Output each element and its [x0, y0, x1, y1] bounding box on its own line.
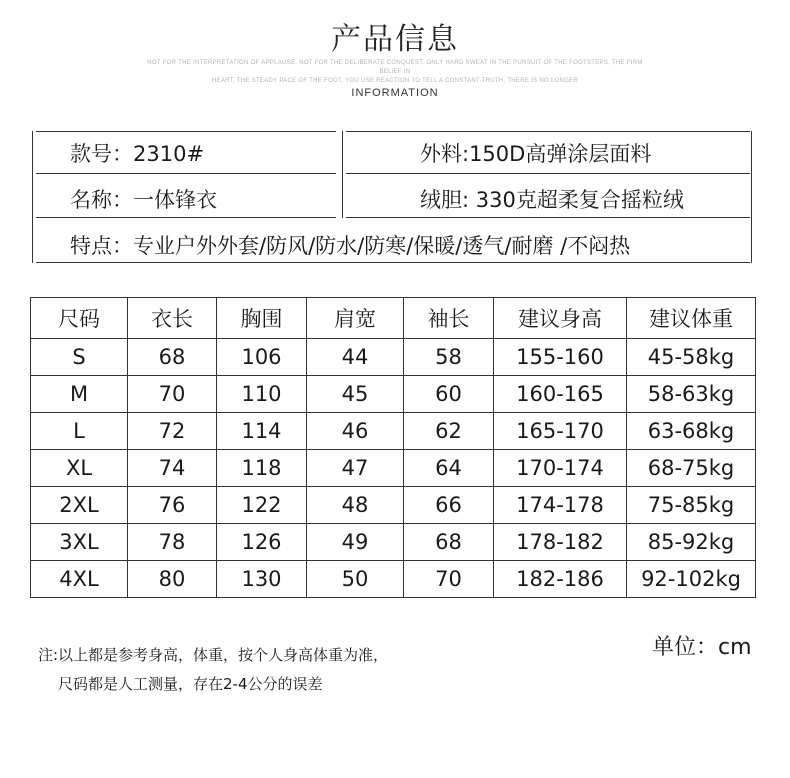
info-line-right	[751, 131, 752, 263]
table-cell: 58	[404, 339, 494, 376]
table-header-cell: 尺码	[31, 298, 128, 339]
table-cell: 4XL	[31, 561, 128, 598]
outer-fabric: 外料:150D高弹涂层面料	[420, 142, 652, 166]
table-header-row	[31, 298, 756, 339]
table-cell: 46	[307, 413, 404, 450]
table-cell: S	[31, 339, 128, 376]
table-cell: 70	[128, 376, 217, 413]
table-cell: 106	[217, 339, 307, 376]
info-line-top-left	[36, 131, 336, 132]
info-line-mid2-right	[346, 217, 750, 218]
table-header-cell: 袖长	[404, 298, 494, 339]
measurement-note	[38, 641, 388, 699]
section-label: INFORMATION	[351, 87, 439, 99]
style-number: 款号：2310#	[70, 142, 205, 166]
table-cell: 122	[217, 487, 307, 524]
table-header-cell: 建议体重	[627, 298, 756, 339]
table-row	[31, 450, 756, 487]
table-cell: 48	[307, 487, 404, 524]
table-cell: 72	[128, 413, 217, 450]
product-name: 名称：一体锋衣	[70, 188, 217, 212]
table-cell: 75-85kg	[627, 487, 756, 524]
page-title: 产品信息	[331, 22, 459, 57]
subtitle-line-2: HEART, THE STEADY PACE OF THE FOOT, YOU USE REACTION TO TELL A CONSTANT TRUTH, THERE IS NO LONGER	[211, 78, 579, 84]
table-cell: 60	[404, 376, 494, 413]
table-cell: 130	[217, 561, 307, 598]
decorative-subtitle	[140, 59, 650, 86]
info-line-mid1-left	[36, 173, 336, 174]
table-cell: 182-186	[494, 561, 627, 598]
note-line-1: 注:以上都是参考身高，体重，按个人身高体重为准，	[38, 646, 389, 664]
table-cell: 64	[404, 450, 494, 487]
table-cell: 118	[217, 450, 307, 487]
table-cell: 70	[404, 561, 494, 598]
table-cell: 78	[128, 524, 217, 561]
table-cell: 63-68kg	[627, 413, 756, 450]
table-cell: 114	[217, 413, 307, 450]
table-cell: 76	[128, 487, 217, 524]
note-line-2: 尺码都是人工测量，存在2-4公分的误差	[58, 675, 323, 693]
table-cell: 47	[307, 450, 404, 487]
table-cell: 126	[217, 524, 307, 561]
table-header-cell: 建议身高	[494, 298, 627, 339]
info-line-center	[342, 131, 343, 218]
subtitle-line-1: NOT FOR THE INTERPRETATION OF APPLAUSE, NOT FOR THE DELIBERATE CONQUEST, ONLY HARD SWEAT IN THE PURSUIT OF THE FOOTSTEPS, THE FIRM BELIEF IN	[147, 60, 643, 75]
table-header-cell: 肩宽	[307, 298, 404, 339]
info-line-top-right	[346, 131, 750, 132]
info-line-left	[32, 131, 33, 263]
unit-label: 单位：cm	[652, 635, 752, 660]
table-cell: 68	[128, 339, 217, 376]
table-header-cell: 衣长	[128, 298, 217, 339]
table-cell: 68-75kg	[627, 450, 756, 487]
table-cell: 165-170	[494, 413, 627, 450]
table-cell: XL	[31, 450, 128, 487]
table-cell: 85-92kg	[627, 524, 756, 561]
table-row	[31, 561, 756, 598]
table-cell: 110	[217, 376, 307, 413]
table-cell: L	[31, 413, 128, 450]
table-cell: 50	[307, 561, 404, 598]
table-cell: 45	[307, 376, 404, 413]
table-row	[31, 376, 756, 413]
table-cell: 160-165	[494, 376, 627, 413]
table-cell: 3XL	[31, 524, 128, 561]
info-line-bottom	[36, 262, 750, 263]
table-cell: 74	[128, 450, 217, 487]
product-info-box	[32, 131, 752, 263]
table-cell: 66	[404, 487, 494, 524]
table-row	[31, 487, 756, 524]
table-row	[31, 413, 756, 450]
table-cell: 62	[404, 413, 494, 450]
table-cell: 80	[128, 561, 217, 598]
table-cell: 68	[404, 524, 494, 561]
table-cell: 44	[307, 339, 404, 376]
table-cell: 2XL	[31, 487, 128, 524]
table-row	[31, 339, 756, 376]
table-cell: 155-160	[494, 339, 627, 376]
table-cell: 45-58kg	[627, 339, 756, 376]
table-cell: 92-102kg	[627, 561, 756, 598]
table-header-cell: 胸围	[217, 298, 307, 339]
table-cell: 178-182	[494, 524, 627, 561]
table-cell: 170-174	[494, 450, 627, 487]
size-chart-table	[30, 297, 756, 598]
table-cell: M	[31, 376, 128, 413]
lining-material: 绒胆: 330克超柔复合摇粒绒	[420, 188, 684, 212]
info-line-mid1-right	[346, 173, 750, 174]
product-features: 特点：专业户外外套/防风/防水/防寒/保暖/透气/耐磨 /不闷热	[70, 234, 631, 258]
table-row	[31, 524, 756, 561]
table-cell: 49	[307, 524, 404, 561]
table-cell: 58-63kg	[627, 376, 756, 413]
info-line-mid2-left	[36, 217, 336, 218]
table-cell: 174-178	[494, 487, 627, 524]
